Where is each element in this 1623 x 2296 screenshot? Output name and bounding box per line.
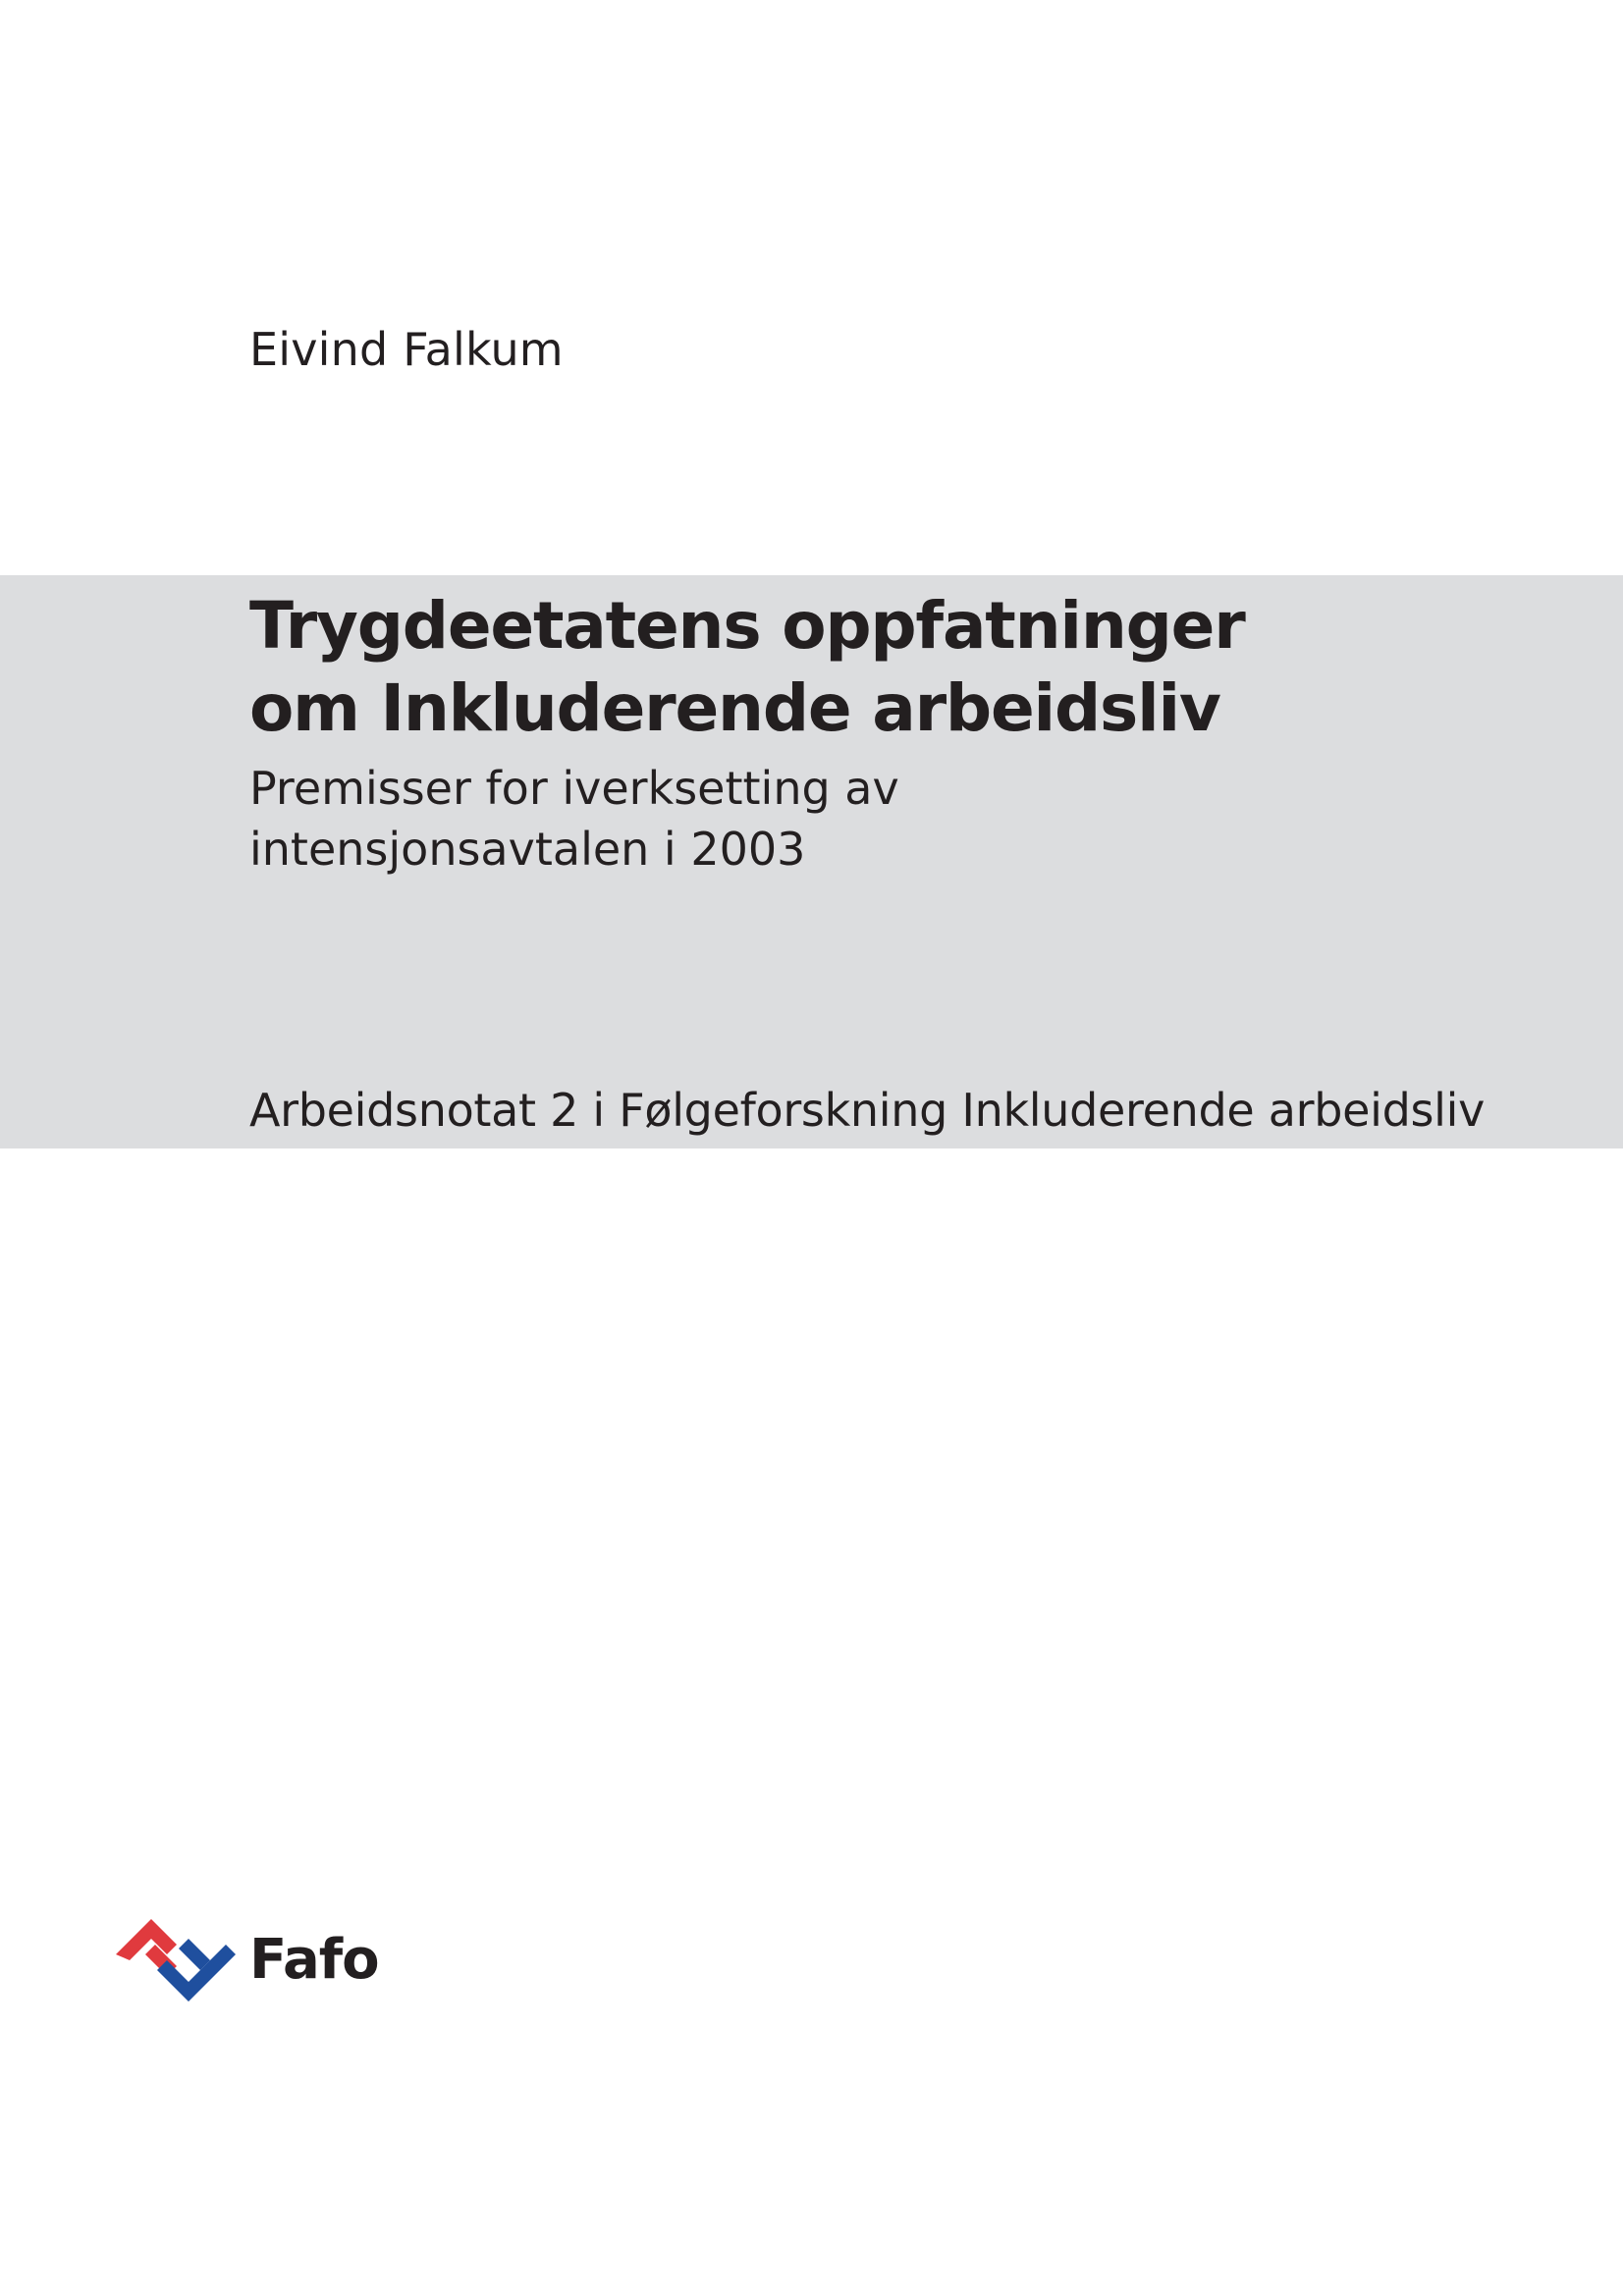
- fafo-logo: [116, 1919, 410, 2002]
- fafo-logo-icon: [116, 1919, 240, 2002]
- report-subtitle-line-2: intensjonsavtalen i 2003: [249, 823, 806, 876]
- report-title-line-2: om Inkluderende arbeidsliv: [249, 670, 1220, 746]
- report-subtitle-line-1: Premisser for iverksetting av: [249, 762, 899, 815]
- fafo-logo-text: Fafo: [249, 1928, 379, 1992]
- report-title-line-1: Trygdeetatens oppfatninger: [249, 588, 1245, 664]
- author-name: Eivind Falkum: [249, 323, 564, 376]
- report-title: [249, 585, 1245, 750]
- report-subtitle: [249, 758, 899, 880]
- series-note: Arbeidsnotat 2 i Følgeforskning Inkluderende arbeidsliv: [249, 1084, 1486, 1137]
